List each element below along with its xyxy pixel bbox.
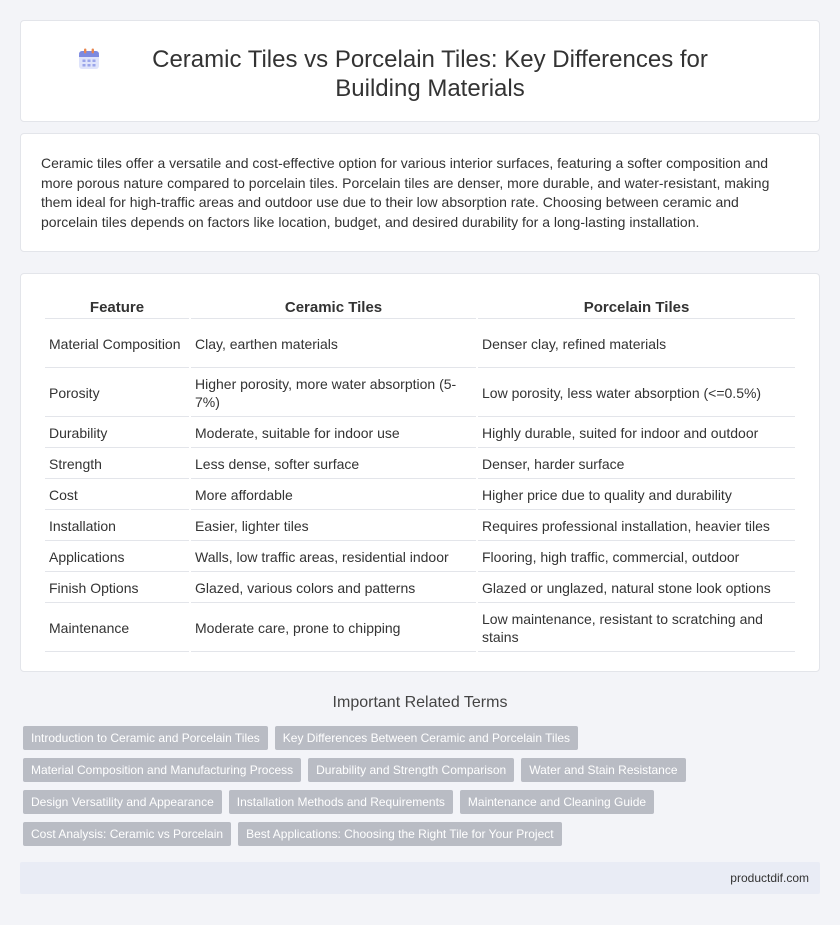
table-row (45, 543, 795, 572)
table-row (45, 605, 795, 652)
related-tag[interactable]: Cost Analysis: Ceramic vs Porcelain (23, 822, 231, 846)
intro-paragraph: Ceramic tiles offer a versatile and cost-effective option for various interior surfaces, featuring a softer composition and more porous nature compared to porcelain tiles. Porcelain tiles are denser, more durable, and water-resistant, making them ideal for high-traffic areas and outdoor use due to their low absorption rate. Choosing between ceramic and porcelain tiles depends on factors like location, budget, and desired durability for a long-lasting installation. (41, 155, 770, 230)
table-row (45, 512, 795, 541)
intro-card (20, 133, 820, 252)
table-row (45, 450, 795, 479)
cell-porcelain: Low porosity, less water absorption (<=0.5%) (478, 370, 795, 417)
cell-ceramic: Moderate care, prone to chipping (191, 605, 476, 652)
cell-feature: Maintenance (45, 605, 189, 652)
cell-ceramic: Walls, low traffic areas, residential indoor (191, 543, 476, 572)
table-row (45, 419, 795, 448)
cell-porcelain: Denser clay, refined materials (478, 321, 795, 368)
cell-feature: Cost (45, 481, 189, 510)
cell-feature: Durability (45, 419, 189, 448)
related-tag[interactable]: Best Applications: Choosing the Right Tile for Your Project (238, 822, 562, 846)
related-tag[interactable]: Key Differences Between Ceramic and Porcelain Tiles (275, 726, 578, 750)
cell-feature: Installation (45, 512, 189, 541)
comparison-table (43, 294, 797, 654)
header-feature: Feature (45, 296, 189, 319)
cell-porcelain: Low maintenance, resistant to scratching and stains (478, 605, 795, 652)
cell-porcelain: Flooring, high traffic, commercial, outdoor (478, 543, 795, 572)
table-header-row (45, 296, 795, 319)
related-tag[interactable]: Durability and Strength Comparison (308, 758, 514, 782)
page-title: Ceramic Tiles vs Porcelain Tiles: Key Differences for Building Materials (152, 46, 708, 102)
cell-porcelain: Requires professional installation, heavier tiles (478, 512, 795, 541)
cell-feature: Finish Options (45, 574, 189, 603)
related-tag[interactable]: Design Versatility and Appearance (23, 790, 222, 814)
footer (20, 862, 820, 894)
cell-porcelain: Denser, harder surface (478, 450, 795, 479)
cell-feature: Material Composition (45, 321, 189, 368)
cell-feature: Strength (45, 450, 189, 479)
related-tags (23, 726, 823, 854)
comparison-table-card (20, 273, 820, 672)
cell-ceramic: Less dense, softer surface (191, 450, 476, 479)
header-ceramic: Ceramic Tiles (191, 296, 476, 319)
related-tag[interactable]: Installation Methods and Requirements (229, 790, 453, 814)
cell-ceramic: Moderate, suitable for indoor use (191, 419, 476, 448)
related-tag[interactable]: Water and Stain Resistance (521, 758, 685, 782)
table-row (45, 574, 795, 603)
cell-porcelain: Higher price due to quality and durability (478, 481, 795, 510)
table-row (45, 370, 795, 417)
cell-ceramic: Higher porosity, more water absorption (5-7%) (191, 370, 476, 417)
cell-feature: Porosity (45, 370, 189, 417)
cell-ceramic: Clay, earthen materials (191, 321, 476, 368)
related-tag[interactable]: Maintenance and Cleaning Guide (460, 790, 654, 814)
cell-ceramic: Glazed, various colors and patterns (191, 574, 476, 603)
related-tag[interactable]: Material Composition and Manufacturing Process (23, 758, 301, 782)
header-card (20, 20, 820, 122)
table-row (45, 481, 795, 510)
related-tag[interactable]: Introduction to Ceramic and Porcelain Tiles (23, 726, 268, 750)
footer-site-link[interactable]: productdif.com (730, 871, 809, 885)
cell-ceramic: Easier, lighter tiles (191, 512, 476, 541)
cell-porcelain: Glazed or unglazed, natural stone look options (478, 574, 795, 603)
cell-ceramic: More affordable (191, 481, 476, 510)
cell-feature: Applications (45, 543, 189, 572)
cell-porcelain: Highly durable, suited for indoor and outdoor (478, 419, 795, 448)
related-terms-title: Important Related Terms (332, 694, 508, 711)
header-porcelain: Porcelain Tiles (478, 296, 795, 319)
table-row (45, 321, 795, 368)
